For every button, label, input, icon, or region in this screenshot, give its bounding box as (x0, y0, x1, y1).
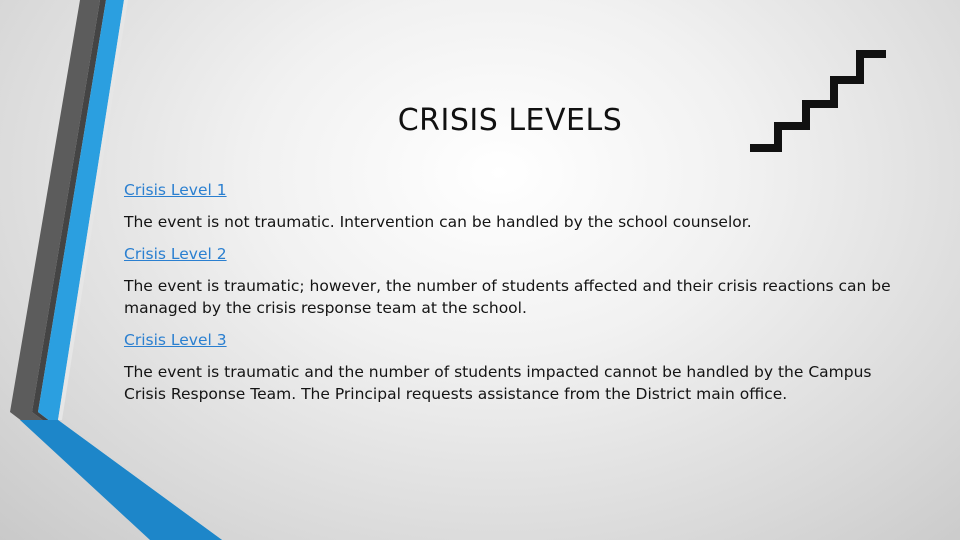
stairs-icon (748, 40, 890, 160)
crisis-level-1-link[interactable]: Crisis Level 1 (124, 181, 227, 199)
crisis-level-3-description: The event is traumatic and the number of students impacted cannot be handled by the Campus Crisis Response Team. The Principal requests assistance from the District main office. (124, 363, 872, 403)
crisis-level-2-link[interactable]: Crisis Level 2 (124, 245, 227, 263)
crisis-level-1-description: The event is not traumatic. Intervention can be handled by the school counselor. (124, 213, 752, 231)
blue-lower-band (20, 420, 222, 540)
crisis-level-3-link[interactable]: Crisis Level 3 (124, 331, 227, 349)
crisis-level-2-description: The event is traumatic; however, the number of students affected and their crisis reactions can be managed by the crisis response team at the school. (124, 277, 891, 317)
slide-title: CRISIS LEVELS (397, 103, 623, 138)
content-body (124, 179, 914, 415)
